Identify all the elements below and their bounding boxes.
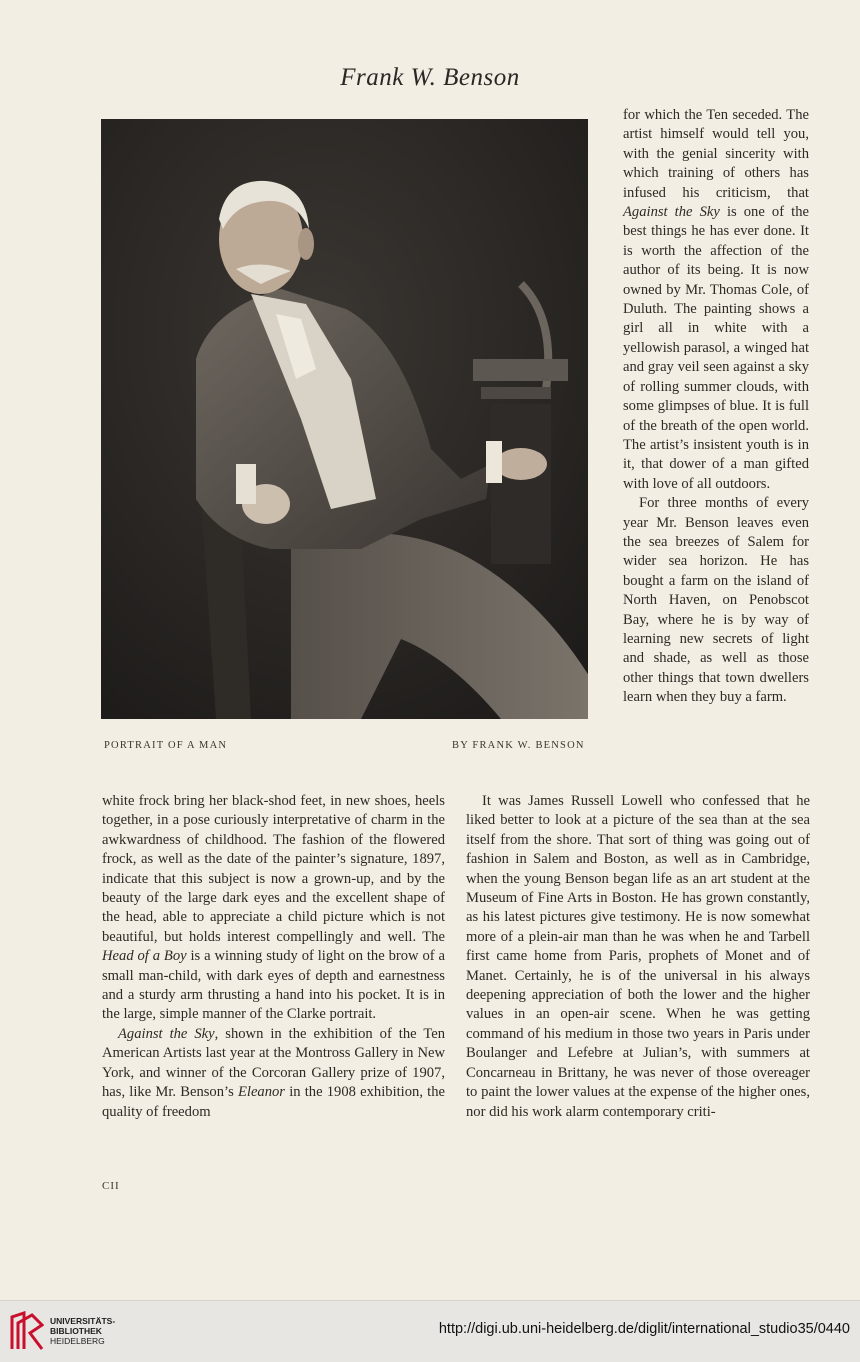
library-name-line1: UNIVERSITÄTS- (50, 1316, 116, 1326)
page-number: CII (102, 1180, 120, 1192)
figure-caption-artist: BY FRANK W. BENSON (452, 740, 585, 751)
text-column-right-top (623, 106, 809, 708)
italic-title-text: Against the Sky (623, 204, 720, 221)
paragraph-text: white frock bring her black-shod feet, in new shoes, heels together, in a pose curiously interpretative of charm in the awkwardness of childhood. The fashion of the flowered frock, as well as the date of the painter’s signature, 1897, indicate that this subject is now a grown-up, and by the beauty of the large dark eyes and the excellent shape of the head, able to appreciate a child picture which is not beautiful, but holds interest compellingly and well. The (102, 793, 445, 945)
paragraph-text: It was James Russell Lowell who confessed that he liked better to look at a picture of the sea than at the sea itself from the shore. That sort of thing was going out of fashion in Salem and Boston, as well as in Cambridge, when the young Benson began life as an art student at the Museum of Fine Arts in Boston. He has grown constantly, as his latest pictures give testimony. He is now somewhat more of a plein-air man than he was when he and Tarbell first came home from Paris, prophets of Monet and of Manet. Certainly, he is of the universal in his always deepening appreciation of both the lower and the higher values in an open-air scene. When he was getting command of his medium in those two years in Paris under Boulanger and Lefebre at Julian’s, with summers at Concarneau in Brittany, he was never of those overeager to paint the lower values at the expense of the higher ones, nor did his work alarm contemporary criti- (466, 793, 810, 1120)
paragraph (102, 1025, 445, 1122)
source-url-link[interactable]: http://digi.ub.uni-heidelberg.de/diglit/international_studio35/0440 (438, 1321, 850, 1337)
paragraph-text: is a winning study of light on the brow of a small man-child, with dark eyes of depth and earnestness and a sturdy arm thrusting a hand into his pocket. It is in the large, simple manner of the Clarke portrait. (102, 948, 445, 1023)
paragraph-text: is one of the best things he has ever done. It is worth the affection of the author of its being. It is now owned by Mr. Thomas Cole, of Duluth. The painting shows a girl all in white with a yellowish parasol, a winged hat and gray veil seen against a sky of rolling summer clouds, with some glimpses of blue. It is full of the breath of the open world. The artist’s insistent youth is in it, that dower of a man gifted with love of all outdoors. (623, 204, 809, 492)
paragraph (466, 792, 810, 1122)
paragraph-text: in the 1908 exhibition, the quality of freedom (102, 1084, 445, 1120)
library-name-line3: HEIDELBERG (50, 1336, 105, 1346)
paragraph (102, 792, 445, 1025)
university-library-logo-icon[interactable] (10, 1311, 44, 1351)
italic-title-text: Head of a Boy (102, 948, 187, 965)
paragraph (623, 494, 809, 707)
library-name[interactable] (50, 1316, 115, 1346)
library-name-line2: BIBLIOTHEK (50, 1326, 102, 1336)
figure-caption-title: PORTRAIT OF A MAN (104, 740, 228, 751)
paragraph-text: For three months of every year Mr. Benson leaves even the sea breezes of Salem for wider sea horizon. He has bought a farm on the island of North Haven, on Penobscot Bay, where he is by way of learning new secrets of light and shade, as well as those other things that town dwellers learn when they buy a farm. (623, 495, 809, 706)
paragraph-text: , shown in the exhibition of the Ten American Artists last year at the Montross Gallery in New York, and winner of the Corcoran Gallery prize of 1907, has, like Mr. Benson’s (102, 1025, 445, 1101)
portrait-photograph (101, 119, 588, 719)
portrait-of-a-man-image (101, 119, 588, 719)
italic-title-text: Against the Sky (118, 1025, 215, 1042)
footer-bar (0, 1300, 860, 1362)
text-column-right-bottom (466, 792, 810, 1122)
italic-title-text: Eleanor (237, 1084, 285, 1101)
text-column-left (102, 792, 445, 1122)
running-head: Frank W. Benson (340, 64, 520, 91)
paragraph-text: for which the Ten seceded. The artist himself would tell you, with the genial sincerity with which training of others has infused his criticism, that (623, 107, 809, 201)
paragraph (623, 106, 809, 494)
